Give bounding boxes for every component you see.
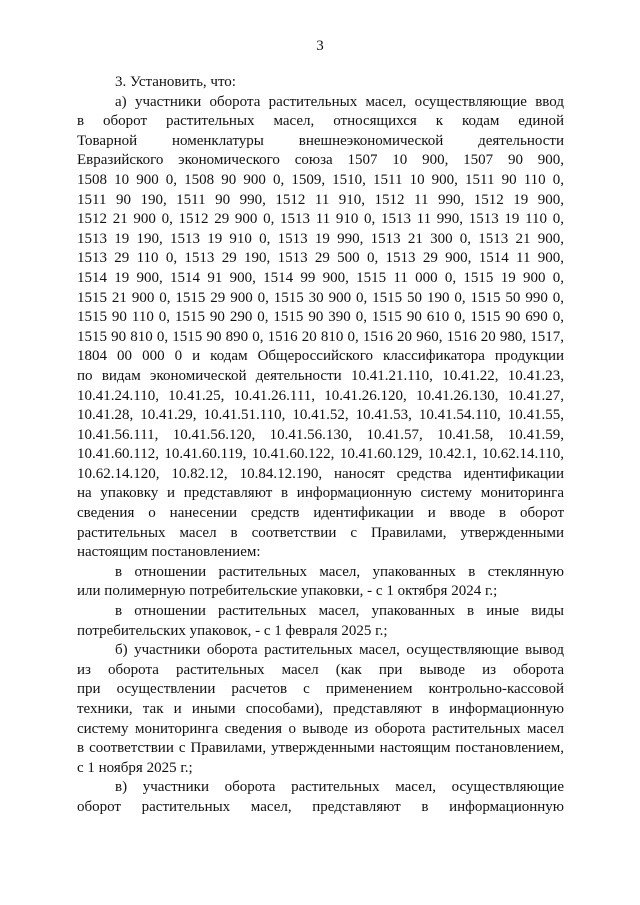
text-line: или полимерную потребительские упаковки, - с 1 октября 2024 г.;	[77, 583, 498, 600]
page-number: 3	[316, 38, 324, 54]
text-line: в соответствии с Правилами, утвержденными настоящим постановлением,	[77, 740, 564, 757]
text-line: 1514 19 900, 1514 91 900, 1514 99 900, 1515 11 000 0, 1515 19 900 0,	[77, 269, 564, 286]
paragraph-pb	[77, 641, 564, 778]
document-body	[77, 73, 564, 818]
text-line: Товарной номенклатуры внешнеэкономической деятельности	[77, 132, 564, 149]
text-line: в) участники оборота растительных масел, осуществляющие	[115, 779, 564, 796]
paragraph-pa1	[77, 563, 564, 602]
text-line: настоящим постановлением:	[77, 544, 261, 561]
paragraph-p3	[77, 73, 564, 93]
text-line: потребительских упаковок, - с 1 февраля 2025 г.;	[77, 622, 388, 639]
text-line: в отношении растительных масел, упакованных в стеклянную	[115, 563, 564, 580]
text-line: 3. Установить, что:	[115, 74, 236, 90]
paragraph-pa2	[77, 602, 564, 641]
text-line: 1511 90 190, 1511 90 990, 1512 11 910, 1512 11 990, 1512 19 900,	[77, 191, 564, 208]
text-line: систему мониторинга сведения о выводе из оборота растительных масел	[77, 720, 564, 737]
paragraph-pa	[77, 93, 564, 563]
text-line: на упаковку и представляют в информационную систему мониторинга	[77, 485, 564, 502]
text-line: 10.41.28, 10.41.29, 10.41.51.110, 10.41.52, 10.41.53, 10.41.54.110, 10.41.55,	[77, 407, 564, 424]
text-line: 1515 21 900 0, 1515 29 900 0, 1515 30 900 0, 1515 50 190 0, 1515 50 990 0,	[77, 289, 564, 306]
text-line: 10.62.14.120, 10.82.12, 10.84.12.190, наносят средства идентификации	[77, 465, 564, 482]
text-line: при осуществлении расчетов с применением контрольно-кассовой	[77, 681, 564, 698]
text-line: в оборот растительных масел, относящихся к кодам единой	[77, 113, 564, 130]
text-line: 1515 90 810 0, 1515 90 890 0, 1516 20 810 0, 1516 20 960, 1516 20 980, 1517,	[77, 328, 564, 345]
text-line: 1513 29 110 0, 1513 29 190, 1513 29 500 0, 1513 29 900, 1514 11 900,	[77, 250, 564, 267]
text-line: в отношении растительных масел, упакованных в иные виды	[115, 603, 564, 620]
text-line: а) участники оборота растительных масел, осуществляющие ввод	[115, 93, 564, 110]
text-line: 1508 10 900 0, 1508 90 900 0, 1509, 1510, 1511 10 900, 1511 90 110 0,	[77, 171, 564, 188]
text-line: 10.41.24.110, 10.41.25, 10.41.26.111, 10.41.26.120, 10.41.26.130, 10.41.27,	[77, 387, 564, 404]
text-line: оборот растительных масел, представляют в информационную	[77, 798, 564, 815]
text-line: Евразийского экономического союза 1507 10 900, 1507 90 900,	[77, 152, 564, 169]
text-line: 1515 90 110 0, 1515 90 290 0, 1515 90 390 0, 1515 90 610 0, 1515 90 690 0,	[77, 309, 564, 326]
text-line: 10.41.56.111, 10.41.56.120, 10.41.56.130, 10.41.57, 10.41.58, 10.41.59,	[77, 426, 564, 443]
text-line: растительных масел в соответствии с Правилами, утвержденными	[77, 524, 564, 541]
text-line: б) участники оборота растительных масел, осуществляющие вывод	[115, 642, 564, 659]
text-line: 1512 21 900 0, 1512 29 900 0, 1513 11 910 0, 1513 11 990, 1513 19 110 0,	[77, 211, 564, 228]
text-line: сведения о нанесении средств идентификации и вводе в оборот	[77, 505, 564, 522]
text-line: 10.41.60.112, 10.41.60.119, 10.41.60.122, 10.41.60.129, 10.42.1, 10.62.14.110,	[77, 446, 564, 463]
text-line: по видам экономической деятельности 10.41.21.110, 10.41.22, 10.41.23,	[77, 367, 564, 384]
text-line: 1513 19 190, 1513 19 910 0, 1513 19 990, 1513 21 300 0, 1513 21 900,	[77, 230, 564, 247]
paragraph-pv	[77, 778, 564, 817]
text-line: техники, так и иными способами), представляют в информационную	[77, 701, 564, 717]
text-line: из оборота растительных масел (как при выводе из оборота	[77, 661, 564, 678]
text-line: с 1 ноября 2025 г.;	[77, 759, 193, 776]
text-line: 1804 00 000 0 и кодам Общероссийского классификатора продукции	[77, 348, 564, 365]
